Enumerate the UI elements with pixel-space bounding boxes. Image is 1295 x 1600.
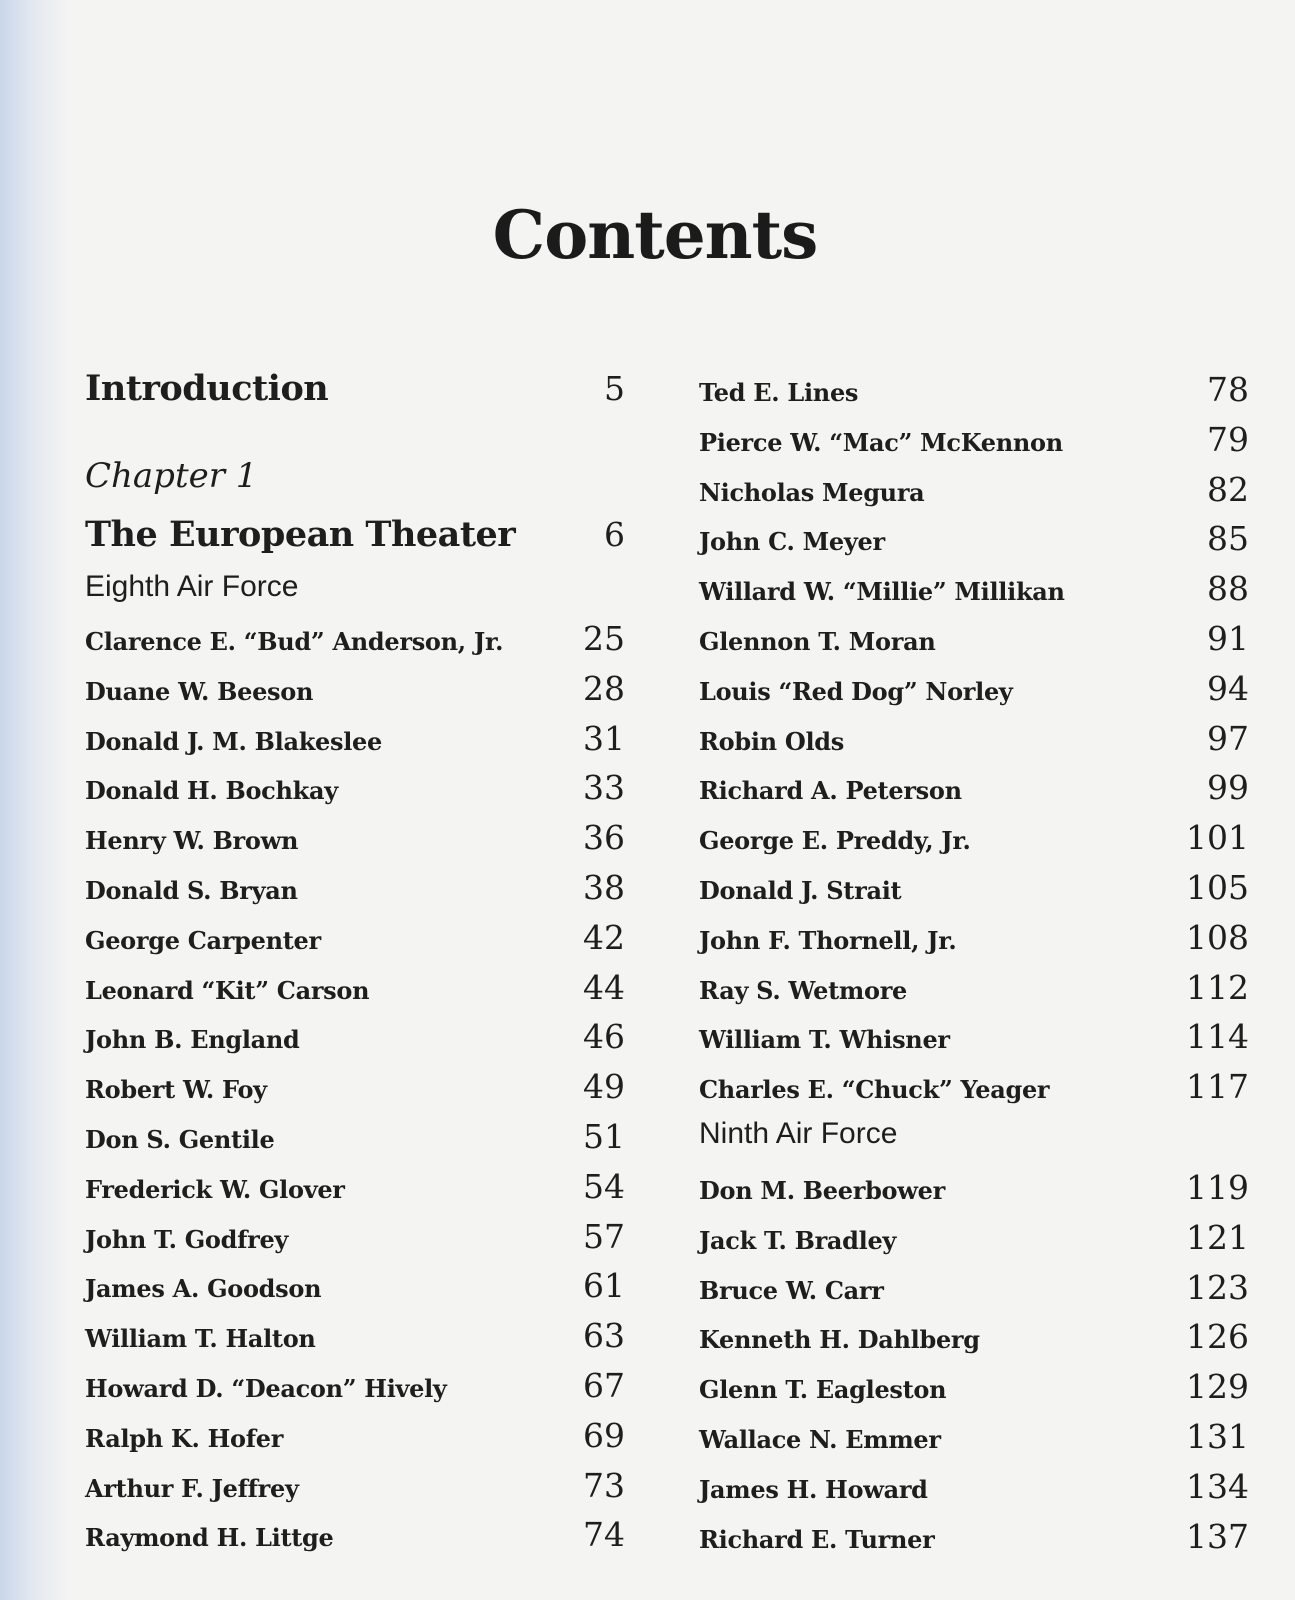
toc-page-number: 61: [583, 1266, 625, 1306]
toc-entry-name: Arthur F. Jeffrey: [85, 1473, 299, 1503]
toc-entry[interactable]: [85, 1217, 625, 1256]
toc-entry-name: John C. Meyer: [699, 527, 885, 557]
toc-page-number: 91: [1207, 619, 1249, 658]
toc-entry[interactable]: [85, 818, 625, 857]
toc-page-number: 33: [583, 768, 625, 808]
toc-entry-name: Jack T. Bradley: [699, 1225, 897, 1255]
toc-entry[interactable]: [85, 619, 625, 658]
toc-page-number: 25: [583, 619, 625, 658]
toc-entry-name: Ted E. Lines: [699, 378, 859, 407]
toc-page-number: 114: [1186, 1017, 1249, 1057]
toc-entry-title: The European Theater: [85, 514, 516, 555]
toc-entry[interactable]: [699, 1017, 1249, 1056]
section-label-eighth-air-force: Eighth Air Force: [85, 570, 299, 603]
toc-entry[interactable]: [699, 470, 1249, 509]
toc-entry[interactable]: [699, 1218, 1249, 1257]
toc-entry[interactable]: [699, 420, 1249, 459]
toc-entry-name: Raymond H. Littge: [85, 1523, 334, 1553]
toc-page-number: 69: [583, 1415, 625, 1455]
toc-entry[interactable]: [699, 918, 1249, 957]
toc-entry[interactable]: [85, 1167, 625, 1206]
toc-entry-name: James A. Goodson: [85, 1274, 322, 1304]
toc-entry-name: James H. Howard: [699, 1474, 928, 1504]
toc-entry-name: George E. Preddy, Jr.: [699, 826, 971, 856]
toc-entry-name: Richard A. Peterson: [699, 776, 962, 806]
toc-entry-name: Don S. Gentile: [85, 1125, 275, 1154]
toc-entry[interactable]: [85, 1266, 625, 1305]
toc-entry[interactable]: [85, 1067, 625, 1106]
toc-entry-name: Donald J. Strait: [699, 876, 902, 905]
toc-page-number: 82: [1207, 469, 1249, 509]
chapter-label: Chapter 1: [85, 456, 258, 496]
toc-entry-name: Ray S. Wetmore: [699, 975, 908, 1005]
toc-page-number: 28: [583, 668, 625, 708]
toc-entry[interactable]: [699, 669, 1249, 708]
toc-entry[interactable]: [699, 1517, 1249, 1556]
toc-page-number: 101: [1186, 818, 1249, 858]
toc-entry-name: Don M. Beerbower: [699, 1176, 945, 1205]
toc-entry-name: George Carpenter: [85, 925, 321, 955]
toc-page-number: 126: [1186, 1317, 1249, 1357]
toc-entry[interactable]: [699, 1168, 1249, 1207]
toc-entry[interactable]: [699, 1317, 1249, 1356]
toc-entry[interactable]: [85, 918, 625, 957]
toc-page-number: 6: [604, 515, 625, 554]
toc-page-number: 57: [583, 1216, 625, 1256]
page-title: Contents: [492, 196, 818, 274]
toc-entry-name: Louis “Red Dog” Norley: [699, 676, 1013, 706]
toc-entry[interactable]: [699, 619, 1249, 658]
toc-entry[interactable]: [699, 719, 1249, 758]
toc-page-number: 42: [583, 917, 625, 957]
toc-page-number: 44: [583, 967, 625, 1007]
toc-entry-name: William T. Halton: [85, 1324, 316, 1354]
toc-page-number: 67: [583, 1366, 625, 1405]
toc-entry-name: Pierce W. “Mac” McKennon: [699, 427, 1063, 457]
toc-entry-name: Donald S. Bryan: [85, 876, 298, 905]
toc-entry[interactable]: [699, 768, 1249, 807]
toc-chapter-title[interactable]: [85, 514, 625, 555]
toc-entry-name: Leonard “Kit” Carson: [85, 975, 370, 1005]
toc-page-number: 31: [583, 718, 625, 758]
toc-page-number: 134: [1186, 1466, 1249, 1506]
toc-page-number: 49: [583, 1067, 625, 1107]
toc-page-number: 94: [1207, 668, 1249, 708]
toc-entry-name: Nicholas Megura: [699, 477, 925, 507]
toc-entry[interactable]: [85, 968, 625, 1007]
toc-page-number: 108: [1186, 917, 1249, 957]
toc-entry-name: Charles E. “Chuck” Yeager: [699, 1075, 1050, 1105]
toc-page-number: 38: [583, 868, 625, 907]
toc-entry[interactable]: [699, 569, 1249, 608]
toc-entry[interactable]: [699, 1417, 1249, 1456]
toc-entry-name: Robert W. Foy: [85, 1075, 267, 1105]
toc-page-number: 88: [1207, 569, 1249, 609]
toc-entry[interactable]: [699, 370, 1249, 409]
toc-entry[interactable]: [85, 1416, 625, 1455]
toc-entry[interactable]: [699, 1268, 1249, 1307]
toc-entry[interactable]: [85, 868, 625, 907]
toc-page-number: 129: [1186, 1367, 1249, 1407]
toc-entry-name: Glennon T. Moran: [699, 627, 936, 656]
toc-page-number: 85: [1207, 519, 1249, 559]
toc-entry[interactable]: [699, 519, 1249, 558]
toc-entry[interactable]: [699, 1467, 1249, 1506]
toc-entry[interactable]: [85, 719, 625, 758]
toc-page-number: 97: [1207, 718, 1249, 758]
toc-page-number: 78: [1207, 370, 1249, 409]
toc-page-number: 123: [1186, 1267, 1249, 1307]
toc-entry-name: Ralph K. Hofer: [85, 1423, 284, 1453]
toc-page-number: 131: [1186, 1417, 1249, 1456]
toc-entry-name: John B. England: [85, 1025, 300, 1055]
toc-page-number: 117: [1186, 1067, 1249, 1107]
toc-entry-name: Kenneth H. Dahlberg: [699, 1325, 980, 1355]
toc-page-number: 36: [583, 818, 625, 858]
toc-page-number: 99: [1207, 768, 1249, 808]
toc-entry-name: Wallace N. Emmer: [699, 1425, 941, 1454]
toc-entry[interactable]: [85, 1117, 625, 1156]
toc-entry[interactable]: [85, 1366, 625, 1405]
toc-entry[interactable]: [699, 818, 1249, 857]
toc-entry[interactable]: [85, 1316, 625, 1355]
toc-introduction[interactable]: [85, 368, 625, 409]
toc-page-number: 105: [1186, 868, 1249, 907]
toc-page-number: 63: [583, 1316, 625, 1356]
toc-entry[interactable]: [699, 1367, 1249, 1406]
toc-entry-name: Frederick W. Glover: [85, 1174, 345, 1204]
toc-entry-name: Donald J. M. Blakeslee: [85, 726, 382, 756]
toc-entry[interactable]: [699, 968, 1249, 1007]
toc-entry-name: Clarence E. “Bud” Anderson, Jr.: [85, 627, 504, 656]
toc-entry-name: Richard E. Turner: [699, 1524, 935, 1554]
toc-page-number: 73: [583, 1465, 625, 1505]
toc-entry-name: John T. Godfrey: [85, 1224, 289, 1254]
toc-entry-name: William T. Whisner: [699, 1025, 950, 1055]
toc-entry-name: Donald H. Bochkay: [85, 776, 338, 806]
toc-page-number: 51: [583, 1117, 625, 1156]
toc-entry[interactable]: [699, 868, 1249, 907]
toc-entry-name: Robin Olds: [699, 726, 844, 756]
toc-entry[interactable]: [699, 1067, 1249, 1106]
toc-entry-name: Howard D. “Deacon” Hively: [85, 1374, 447, 1403]
toc-page-number: 137: [1186, 1516, 1249, 1556]
toc-page-number: 79: [1207, 419, 1249, 459]
toc-page-number: 5: [604, 369, 625, 408]
toc-page-number: 121: [1186, 1217, 1249, 1257]
toc-entry-name: Willard W. “Millie” Millikan: [699, 577, 1065, 607]
toc-entry-name: Glenn T. Eagleston: [699, 1375, 947, 1405]
toc-entry-name: John F. Thornell, Jr.: [699, 925, 957, 955]
toc-entry[interactable]: [85, 768, 625, 807]
toc-entry[interactable]: [85, 1515, 625, 1554]
toc-entry-name: Duane W. Beeson: [85, 676, 314, 706]
toc-page-number: 46: [583, 1017, 625, 1057]
toc-entry-title: Introduction: [85, 368, 329, 409]
section-label-ninth-air-force: Ninth Air Force: [699, 1117, 898, 1150]
toc-entry[interactable]: [85, 669, 625, 708]
toc-page-number: 74: [583, 1515, 625, 1555]
toc-page-number: 54: [583, 1166, 625, 1206]
toc-entry[interactable]: [85, 1466, 625, 1505]
toc-entry-name: Henry W. Brown: [85, 826, 299, 856]
toc-page-number: 119: [1186, 1168, 1249, 1207]
toc-page-number: 112: [1186, 967, 1249, 1007]
toc-entry[interactable]: [85, 1017, 625, 1056]
toc-entry-name: Bruce W. Carr: [699, 1275, 884, 1305]
